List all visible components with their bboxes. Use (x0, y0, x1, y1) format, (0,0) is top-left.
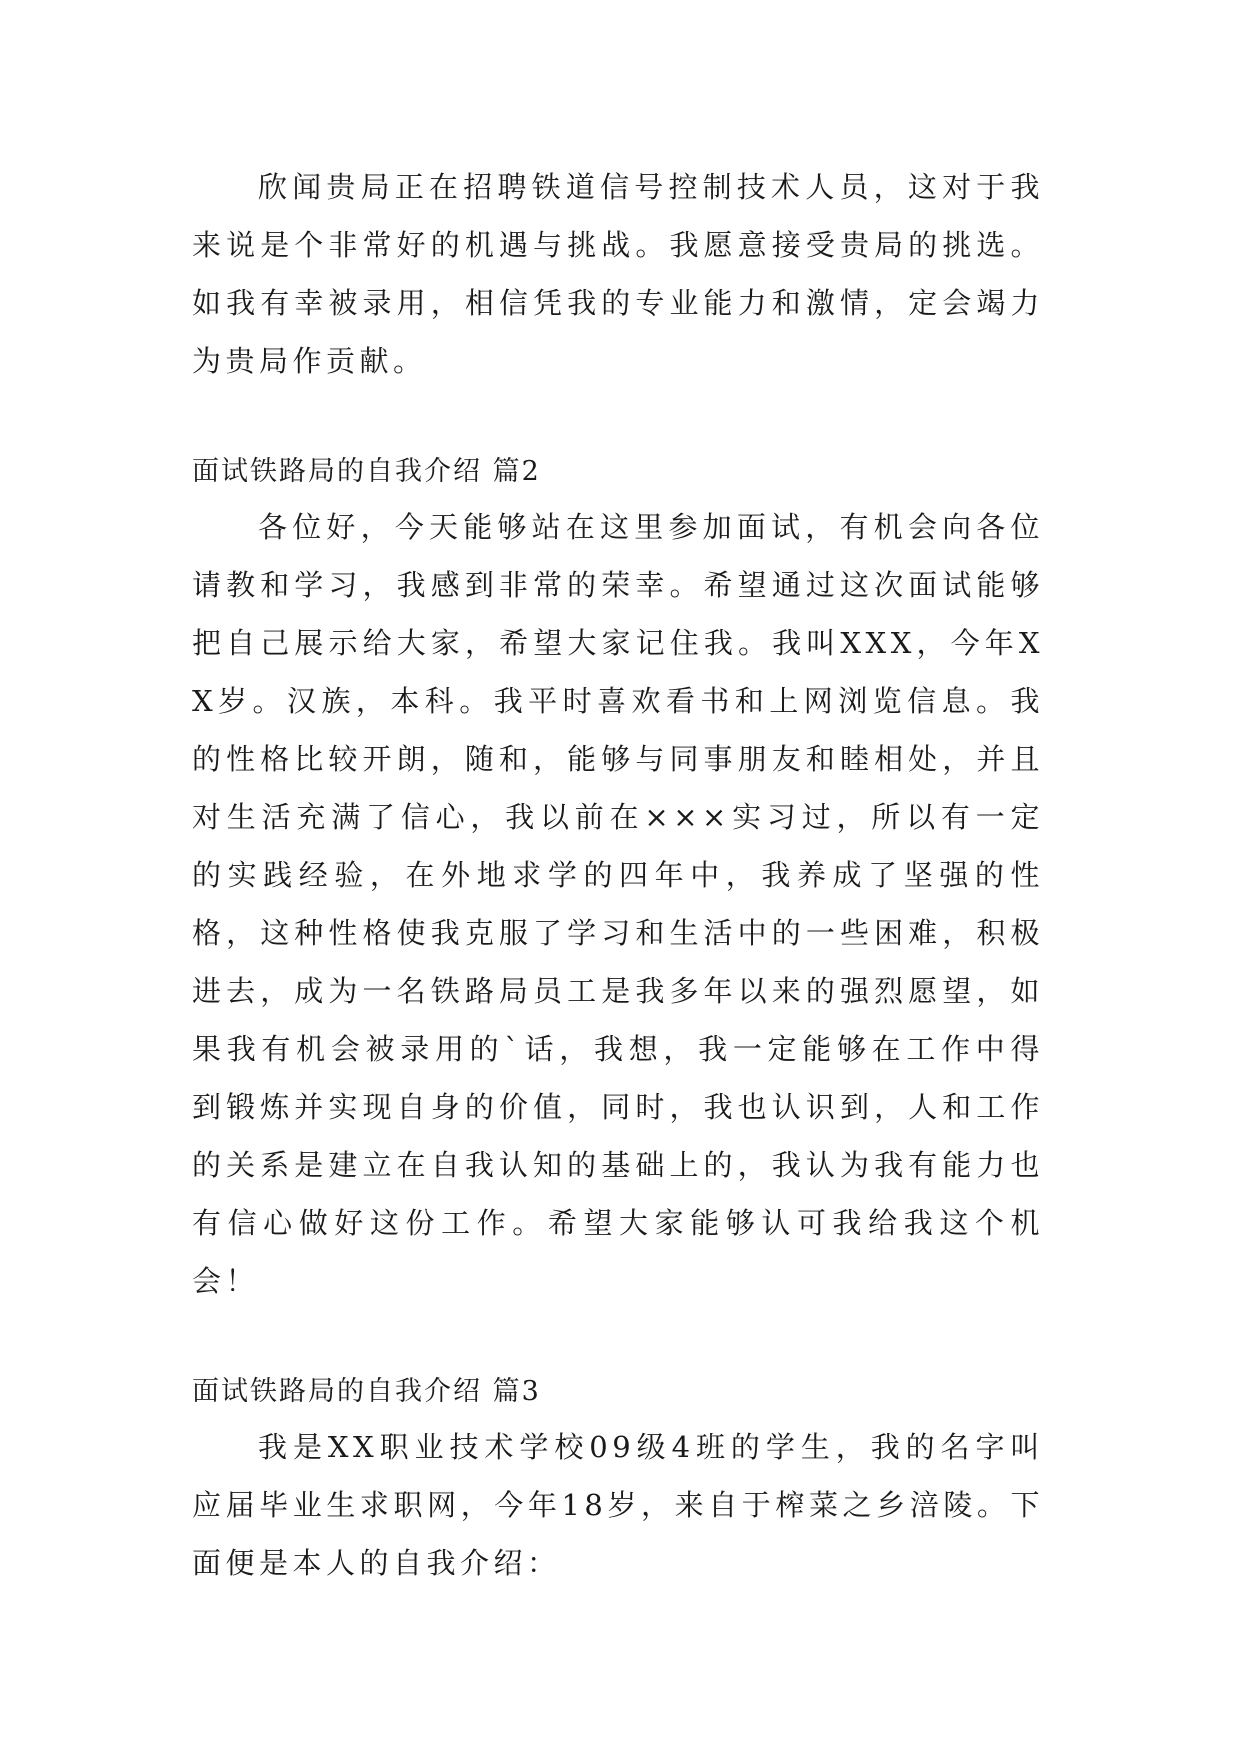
section-heading-2: 面试铁路局的自我介绍 篇2 (192, 456, 541, 487)
section-heading-3: 面试铁路局的自我介绍 篇3 (192, 1376, 541, 1407)
document-body (192, 158, 1044, 1592)
paragraph-section-2: 各位好，今天能够站在这里参加面试，有机会向各位请教和学习，我感到非常的荣幸。希望通过这次面试能够把自己展示给大家，希望大家记住我。我叫XXX，今年XX岁。汉族，本科。我平时喜欢看书和上网浏览信息。我的性格比较开朗，随和，能够与同事朋友和睦相处，并且对生活充满了信心，我以前在×××实习过，所以有一定的实践经验，在外地求学的四年中，我养成了坚强的性格，这种性格使我克服了学习和生活中的一些困难，积极进去，成为一名铁路局员工是我多年以来的强烈愿望，如果我有机会被录用的`话，我想，我一定能够在工作中得到锻炼并实现自身的价值，同时，我也认识到，人和工作的关系是建立在自我认知的基础上的，我认为我有能力也有信心做好这份工作。希望大家能够认可我给我这个机会！ (192, 510, 1044, 1298)
paragraph-intro: 欣闻贵局正在招聘铁道信号控制技术人员，这对于我来说是个非常好的机遇与挑战。我愿意接受贵局的挑选。如我有幸被录用，相信凭我的专业能力和激情，定会竭力为贵局作贡献。 (192, 170, 1044, 378)
paragraph-section-3: 我是XX职业技术学校09级4班的学生，我的名字叫应届毕业生求职网，今年18岁，来自于榨菜之乡涪陵。下面便是本人的自我介绍： (192, 1430, 1044, 1580)
